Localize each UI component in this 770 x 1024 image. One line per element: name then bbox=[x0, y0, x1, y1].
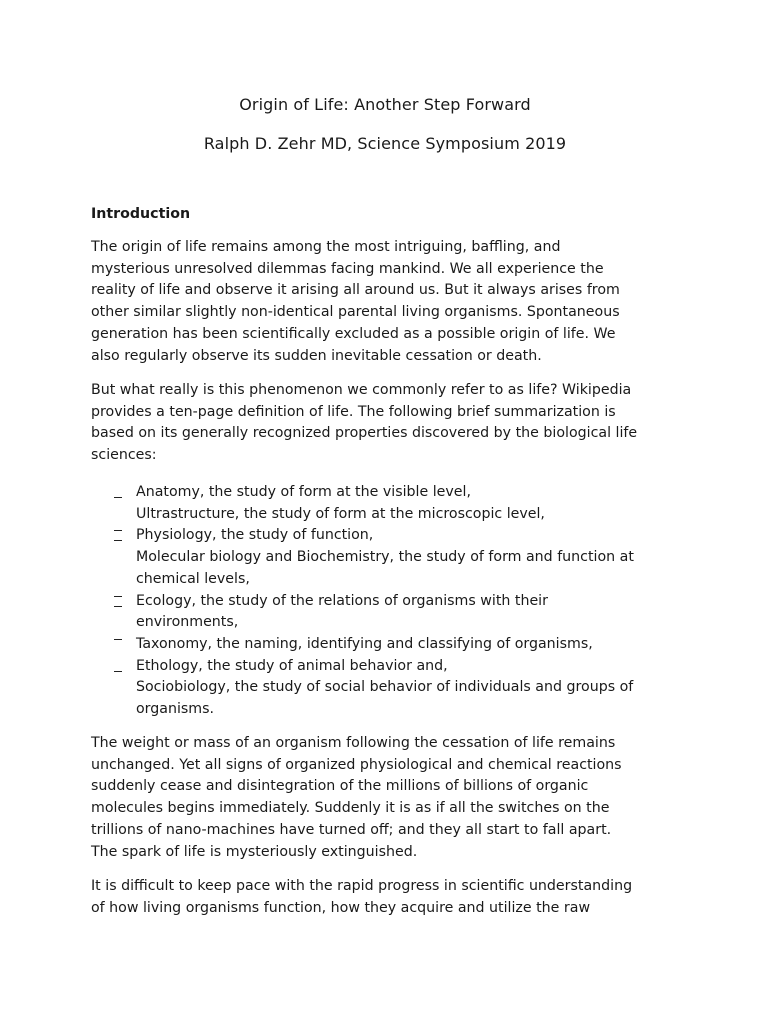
bullet-dash-icon bbox=[114, 671, 122, 672]
list-item-continuation: environments, bbox=[136, 614, 239, 631]
list-item: Anatomy, the study of form at the visible level, bbox=[136, 482, 696, 504]
list-item: Taxonomy, the naming, identifying and classifying of organisms, bbox=[136, 634, 696, 656]
list-item: Physiology, the study of function, bbox=[136, 525, 696, 547]
paragraph-line: based on its generally recognized properties discovered by the biological life bbox=[91, 425, 638, 442]
paragraph-line: generation has been scientifically excluded as a possible origin of life. We bbox=[91, 325, 616, 342]
document-subtitle: Ralph D. Zehr MD, Science Symposium 2019 bbox=[203, 134, 567, 153]
paragraph-line: trillions of nano-machines have turned off; and they all start to fall apart. bbox=[91, 821, 612, 838]
paragraph-line: mysterious unresolved dilemmas facing mankind. We all experience the bbox=[91, 260, 604, 277]
paragraph-line: suddenly cease and disintegration of the millions of billions of organic bbox=[91, 778, 589, 795]
paragraph-line: unchanged. Yet all signs of organized physiological and chemical reactions bbox=[91, 756, 622, 773]
paragraph-line: of how living organisms function, how they acquire and utilize the raw bbox=[91, 899, 591, 916]
paragraph-line: provides a ten-page definition of life. The following brief summarization is bbox=[91, 403, 616, 420]
section-heading: Introduction bbox=[91, 206, 191, 222]
paragraph-2 bbox=[91, 380, 691, 467]
list-item-continuation: Sociobiology, the study of social behavior of individuals and groups of bbox=[136, 679, 634, 696]
list-item: Ethology, the study of animal behavior and, bbox=[136, 656, 696, 678]
list-item-continuation: chemical levels, bbox=[136, 570, 250, 587]
paragraph-line: sciences: bbox=[91, 447, 157, 464]
paragraph-1 bbox=[91, 237, 691, 367]
paragraph-4 bbox=[91, 876, 691, 919]
bullet-dash-icon bbox=[114, 497, 122, 498]
paragraph-line: But what really is this phenomenon we commonly refer to as life? Wikipedia bbox=[91, 382, 632, 398]
paragraph-line: The origin of life remains among the most intriguing, baffling, and bbox=[91, 239, 561, 255]
document-title: Origin of Life: Another Step Forward bbox=[239, 95, 531, 114]
paragraph-line: molecules begins immediately. Suddenly it is as if all the switches on the bbox=[91, 800, 610, 817]
bullet-dash-icon bbox=[114, 639, 122, 640]
list-item: Ecology, the study of the relations of organisms with their bbox=[136, 591, 696, 613]
list-item-continuation: Ultrastructure, the study of form at the microscopic level, bbox=[136, 505, 545, 522]
paragraph-line: also regularly observe its sudden inevitable cessation or death. bbox=[91, 347, 542, 364]
paragraph-line: The spark of life is mysteriously extinguished. bbox=[91, 843, 418, 860]
list-item-continuation: organisms. bbox=[136, 701, 215, 718]
life-sciences-list bbox=[136, 482, 696, 721]
bullet-dash-icon bbox=[114, 530, 122, 531]
paragraph-line: other similar slightly non-identical parental living organisms. Spontaneous bbox=[91, 304, 620, 321]
bullet-dash-icon bbox=[114, 606, 122, 607]
bullet-dash-icon bbox=[114, 596, 122, 597]
list-item-continuation: Molecular biology and Biochemistry, the study of form and function at bbox=[136, 549, 634, 566]
paragraph-line: It is difficult to keep pace with the rapid progress in scientific understanding bbox=[91, 878, 633, 894]
paragraph-line: reality of life and observe it arising all around us. But it always arises from bbox=[91, 282, 620, 299]
paragraph-3 bbox=[91, 733, 691, 863]
bullet-dash-icon bbox=[114, 540, 122, 541]
paragraph-line: The weight or mass of an organism following the cessation of life remains bbox=[91, 735, 616, 751]
